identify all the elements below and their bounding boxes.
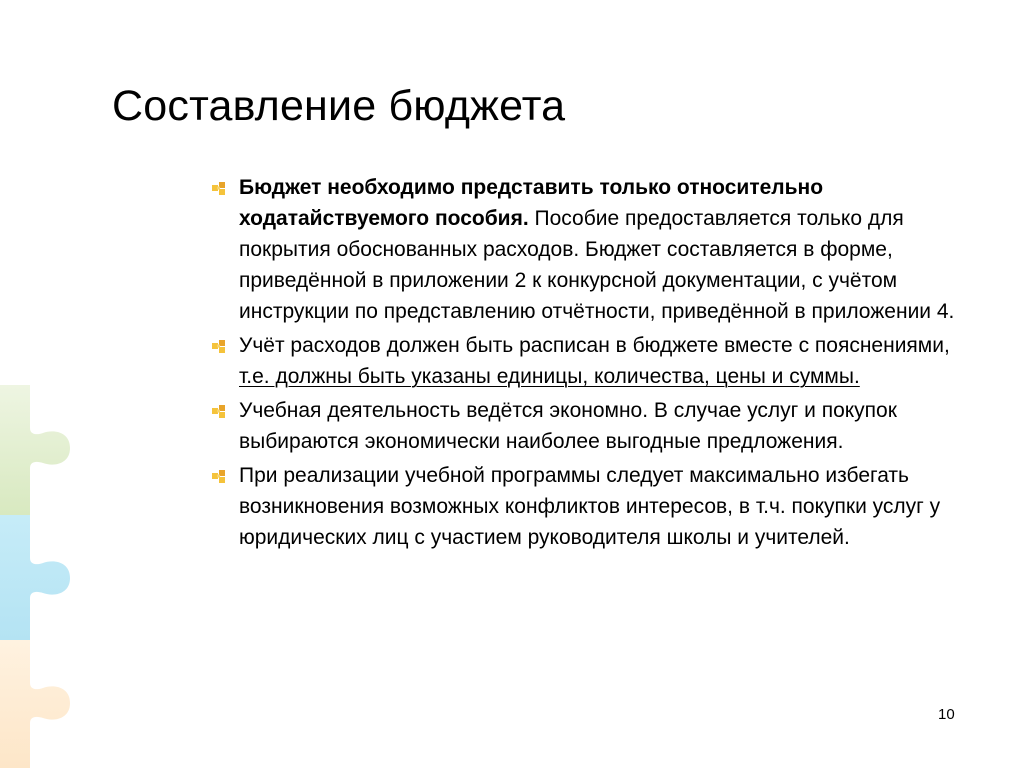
puzzle-piece-peach [0,640,70,768]
bullet-item [211,395,971,457]
page-number: 10 [938,706,955,723]
decorative-puzzle-pieces [0,385,80,768]
bullet-item [211,172,971,327]
puzzle-piece-green [0,385,70,515]
bullet-underlined-text: т.е. должны быть указаны единицы, количества, цены и суммы. [239,365,860,388]
slide-title: Составление бюджета [112,82,566,130]
bullet-item [211,330,971,392]
bullet-bold-text: Бюджет необходимо представить только относительно ходатайствуемого пособия. [239,176,824,230]
bullet-text: Учёт расходов должен быть расписан в бюджете вместе с пояснениями, [239,334,950,357]
bullet-text: Пособие предоставляется только для покрытия обоснованных расходов. Бюджет составляется в форме, приведённой в приложении 2 к конкурсной документации, с учётом инструкции по представлению отчётности, приведённой в приложении 4. [239,207,955,323]
bullet-text: Учебная деятельность ведётся экономно. В случае услуг и покупок выбираются экономически наиболее выгодные предложения. [239,399,897,453]
bullet-text: При реализации учебной программы следует максимально избегать возникновения возможных конфликтов интересов, в т.ч. покупки услуг у юридических лиц с участием руководителя школы и учителей. [239,464,941,549]
puzzle-piece-icon [211,403,227,419]
bullet-list [211,172,971,556]
puzzle-piece-blue [0,515,70,640]
puzzle-piece-icon [211,338,227,354]
bullet-item [211,460,971,553]
puzzle-piece-icon [211,468,227,484]
puzzle-piece-icon [211,180,227,196]
